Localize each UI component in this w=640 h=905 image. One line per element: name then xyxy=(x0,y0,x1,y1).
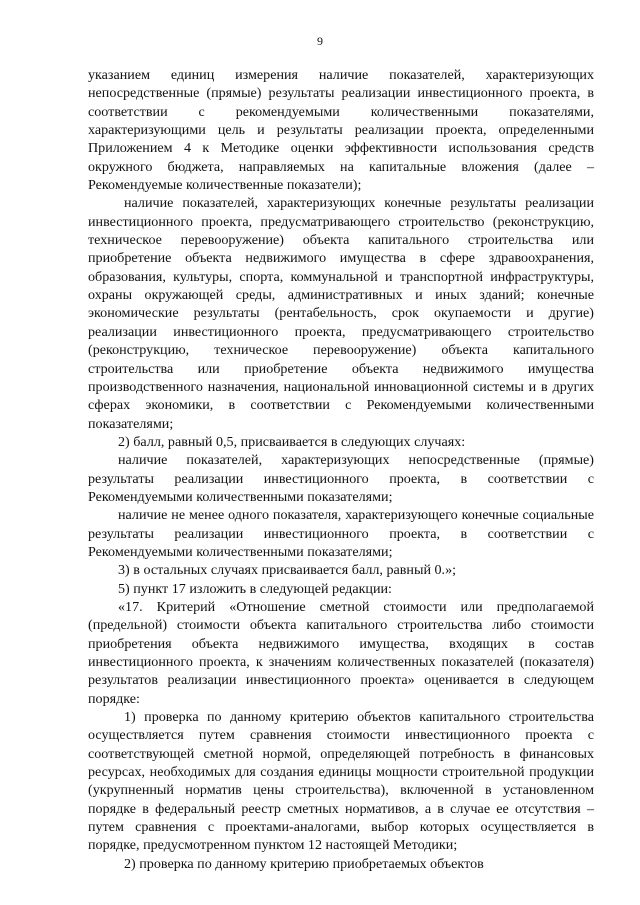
paragraph-social-results: наличие не менее одного показателя, характеризующего конечные социальные результаты реализации инвестиционного проекта, в соответствии с Рекомендуемыми количественными показателями; xyxy=(88,507,594,560)
paragraph-final-results: наличие показателей, характеризующих конечные результаты реализации инвестиционного проекта, предусматривающего строительство (реконструкцию, техническое перевооружение) объекта капитального строительства или приобретение объекта недвижимого имущества в сфере здравоохранения, образования, культуры, спорта, коммунальной и транспортной инфраструктуры, охраны окружающей среды, административных и иных зданий; конечные экономические результаты (рентабельность, срок окупаемости и другие) реализации инвестиционного проекта, предусматривающего строительство (реконструкцию, техническое перевооружение) объекта капитального строительства или приобретение объекта недвижимого имущества производственного назначения, национальной инновационной системы и в других сферах экономики, в соответствии с Рекомендуемыми количественными показателями; xyxy=(88,195,594,432)
paragraph-direct-results: наличие показателей, характеризующих непосредственные (прямые) результаты реализации инвестиционного проекта, в соответствии с Рекомендуемыми количественными показателями; xyxy=(88,452,594,505)
paragraph-point-17-intro: 5) пункт 17 изложить в следующей редакции: xyxy=(118,580,392,597)
paragraph-check-acquired: 2) проверка по данному критерию приобретаемых объектов xyxy=(124,855,484,872)
paragraph-score-0: 3) в остальных случаях присваивается балл, равный 0.»; xyxy=(118,562,457,579)
paragraph-continuation: указанием единиц измерения наличие показателей, характеризующих непосредственные (прямые) результаты реализации инвестиционного проекта, в соответствии с рекомендуемыми количественными показателями, характеризующими цель и результаты реализации проекта, определенными Приложением 4 к Методике оценки эффективности использования средств окружного бюджета, направляемых на капитальные вложения (далее – Рекомендуемые количественные показатели); xyxy=(88,67,594,194)
paragraph-check-construction: 1) проверка по данному критерию объектов капитального строительства осуществляется путем сравнения стоимости инвестиционного проекта с соответствующей сметной нормой, определяющей потребность в финансовых ресурсах, необходимых для создания единицы мощности строительной продукции (укрупненный норматив цены строительства), включенной в установленном порядке в федеральный реестр сметных нормативов, а в случае ее отсутствия – путем сравнения с проектами-аналогами, выбор которых осуществляется в порядке, предусмотренном пунктом 12 настоящей Методики; xyxy=(88,709,594,854)
paragraph-score-0-5: 2) балл, равный 0,5, присваивается в следующих случаях: xyxy=(118,433,466,450)
document-body xyxy=(88,66,594,873)
paragraph-criterion-17: «17. Критерий «Отношение сметной стоимости или предполагаемой (предельной) стоимости объекта капитального строительства либо стоимости приобретения объекта недвижимого имущества, входящих в состав инвестиционного проекта, к значениям количественных показателей (показателя) результатов реализации инвестиционного проекта» оценивается в следующем порядке: xyxy=(88,598,594,707)
page-number: 9 xyxy=(317,34,323,48)
